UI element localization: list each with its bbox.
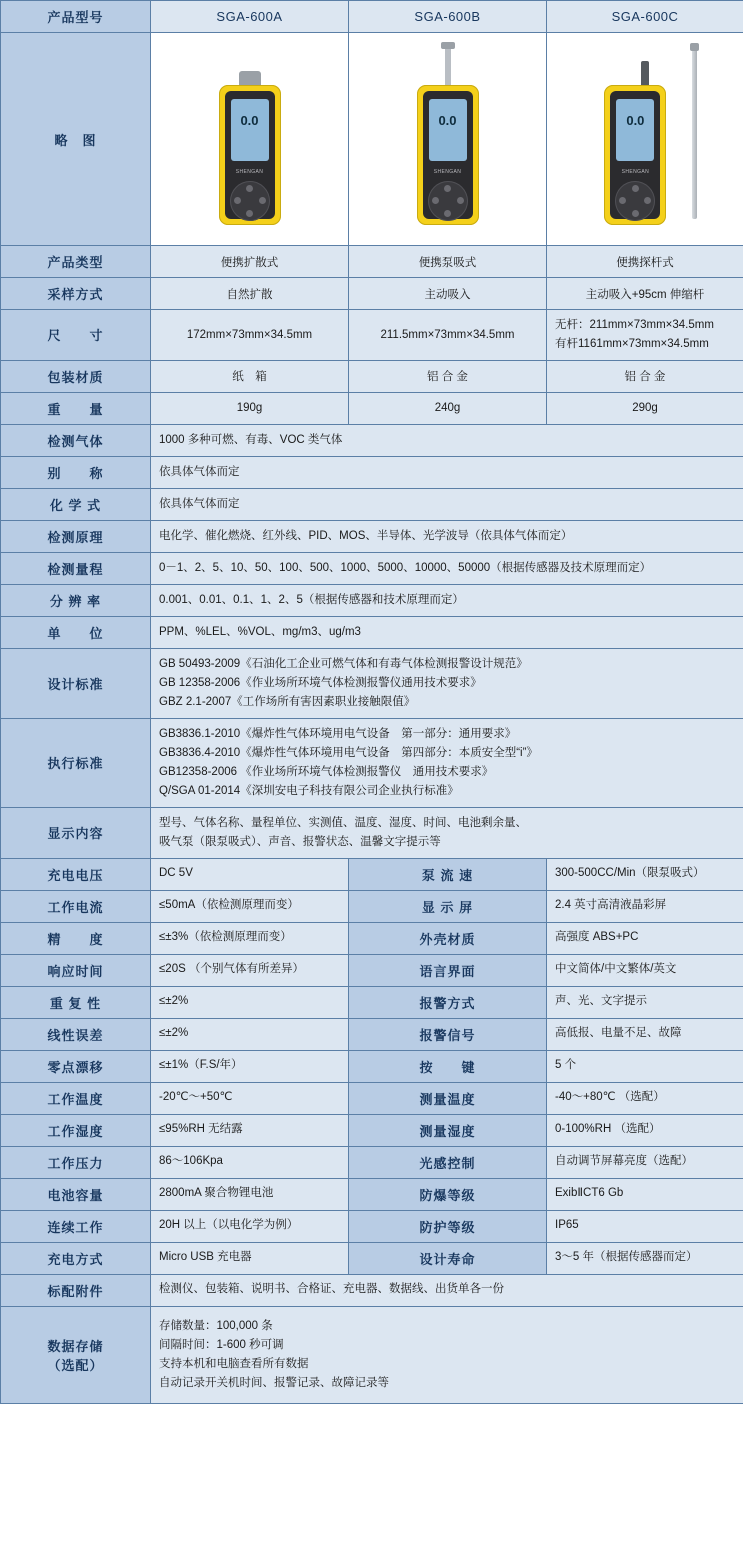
data-storage-value [151,1306,743,1403]
screen-reading: 0.0 [438,112,457,128]
table-row [1,246,743,278]
range-value [151,552,743,584]
weight-b: 240g [349,392,547,424]
alarm-mode-value: 声、光、文字提示 [547,986,743,1018]
package-a: 纸 箱 [151,360,349,392]
row-label-battery-capacity: 电池容量 [1,1178,151,1210]
zero-drift-value: ≤±1%（F.S/年） [151,1050,349,1082]
model-a: SGA-600A [151,1,349,33]
row-label-dimension: 尺 寸 [1,310,151,361]
row-label-design-life: 设计寿命 [349,1242,547,1274]
row-label-resolution: 分 辨 率 [1,584,151,616]
row-label-working-current: 工作电流 [1,890,151,922]
row-label-principle: 检测原理 [1,520,151,552]
row-label-light-control: 光感控制 [349,1146,547,1178]
keypad-icon [230,181,270,221]
device-screen [231,99,269,161]
table-row [1,1114,743,1146]
table-row [1,456,743,488]
probe-nozzle-icon [641,61,649,87]
row-label-alarm-signal: 报警信号 [349,1018,547,1050]
text-line: 依具体气体而定 [159,465,240,478]
product-type-b: 便携泵吸式 [349,246,547,278]
table-row [1,392,743,424]
table-row [1,1178,743,1210]
row-label-design-standard: 设计标准 [1,648,151,718]
diffusion-detector-image [151,33,349,246]
table-row [1,1306,743,1403]
device-screen [429,99,467,161]
alarm-signal-value: 高低报、电量不足、故障 [547,1018,743,1050]
language-value: 中文简体/中文繁体/英文 [547,954,743,986]
device-body [219,85,281,225]
row-label-charge-voltage: 充电电压 [1,858,151,890]
model-c: SGA-600C [547,1,743,33]
table-row [1,1210,743,1242]
row-label-protection-grade: 防护等级 [349,1210,547,1242]
text-line: GB3836.1-2010《爆炸性气体环境用电气设备 第一部分：通用要求》 [159,727,517,740]
row-label-working-temp: 工作温度 [1,1082,151,1114]
row-label-weight: 重 量 [1,392,151,424]
row-label-working-pressure: 工作压力 [1,1146,151,1178]
text-line: （选配） [47,1357,104,1373]
battery-capacity-value: 2800mA 聚合物锂电池 [151,1178,349,1210]
text-line: 0－1、2、5、10、50、100、500、1000、5000、10000、50000（根据传感器及技术原理而定） [159,561,652,574]
weight-c: 290g [547,392,743,424]
charge-mode-value: Micro USB 充电器 [151,1242,349,1274]
table-row [1,1082,743,1114]
row-label-package: 包装材质 [1,360,151,392]
row-label-display-content: 显示内容 [1,807,151,858]
detect-gas-value [151,424,743,456]
text-line: 无杆：211mm×73mm×34.5mm [555,319,714,331]
dimension-c [547,310,743,361]
table-row [1,986,743,1018]
device-brand-text: SHENGAN [433,168,462,175]
text-line: GB3836.4-2010《爆炸性气体环境用电气设备 第四部分：本质安全型“i”》 [159,746,538,759]
row-label-formula: 化 学 式 [1,488,151,520]
continuous-work-value: 20H 以上（以电化学为例） [151,1210,349,1242]
row-label-response-time: 响应时间 [1,954,151,986]
principle-value [151,520,743,552]
row-label-exec-standard: 执行标准 [1,718,151,807]
weight-a: 190g [151,392,349,424]
row-label-working-humidity: 工作湿度 [1,1114,151,1146]
row-label-measure-temp: 测量温度 [349,1082,547,1114]
text-line: GB 12358-2006《作业场所环境气体检测报警仪通用技术要求》 [159,676,482,689]
table-row [1,616,743,648]
text-line: 有杆1161mm×73mm×34.5mm [555,337,709,350]
formula-value [151,488,743,520]
dimension-b: 211.5mm×73mm×34.5mm [349,310,547,361]
text-line: 电化学、催化燃烧、红外线、PID、MOS、半导体、光学波导（依具体气体而定） [159,529,573,542]
text-line: 支持本机和电脑查看所有数据 [159,1357,309,1370]
row-label-product-type: 产品类型 [1,246,151,278]
device-face [423,91,473,219]
product-type-a: 便携扩散式 [151,246,349,278]
text-line: 吸气泵（限泵吸式）、声音、报警状态、温馨文字提示等 [159,835,441,848]
row-label-alarm-mode: 报警方式 [349,986,547,1018]
sampling-a: 自然扩散 [151,278,349,310]
row-label-explosion-grade: 防爆等级 [349,1178,547,1210]
row-label-pump-flow: 泵 流 速 [349,858,547,890]
device-face [225,91,275,219]
keys-value: 5 个 [547,1050,743,1082]
alias-value [151,456,743,488]
charge-voltage-value: DC 5V [151,858,349,890]
table-row [1,1018,743,1050]
text-line: GB 50493-2009《石油化工企业可燃气体和有毒气体检测报警设计规范》 [159,657,528,670]
device-illustration-b [388,43,508,233]
row-label-zero-drift: 零点漂移 [1,1050,151,1082]
screen-reading: 0.0 [240,112,259,128]
explosion-grade-value: ExibⅡCT6 Gb [547,1178,743,1210]
light-control-value: 自动调节屏幕亮度（选配） [547,1146,743,1178]
accuracy-value: ≤±3%（依检测原理而变） [151,922,349,954]
text-line: PPM、%LEL、%VOL、mg/m3、ug/m3 [159,625,361,638]
repeatability-value: ≤±2% [151,986,349,1018]
design-standard-value [151,648,743,718]
table-row [1,1050,743,1082]
row-label-unit: 单 位 [1,616,151,648]
row-label-alias: 别 称 [1,456,151,488]
text-line: 0.001、0.01、0.1、1、2、5（根据传感器和技术原理而定） [159,593,464,606]
pump-detector-image [349,33,547,246]
table-row [1,488,743,520]
table-row [1,954,743,986]
row-label-accuracy: 精 度 [1,922,151,954]
device-illustration-c [585,43,705,233]
table-row [1,424,743,456]
table-row [1,1274,743,1306]
pump-flow-value: 300-500CC/Min（限泵吸式） [547,858,743,890]
telescopic-probe-icon [692,47,697,219]
text-line: 自动记录开关机时间、报警记录、故障记录等 [159,1376,389,1389]
sampling-b: 主动吸入 [349,278,547,310]
pump-nozzle-icon [445,47,451,87]
table-row [1,520,743,552]
design-life-value: 3～5 年（根据传感器而定） [547,1242,743,1274]
working-current-value: ≤50mA（依检测原理而变） [151,890,349,922]
package-b: 铝 合 金 [349,360,547,392]
device-body [417,85,479,225]
model-b: SGA-600B [349,1,547,33]
display-content-value [151,807,743,858]
working-temp-value: -20℃～+50℃ [151,1082,349,1114]
table-row [1,718,743,807]
unit-value [151,616,743,648]
keypad-icon [428,181,468,221]
row-label-linear-error: 线性误差 [1,1018,151,1050]
row-label-measure-humidity: 测量湿度 [349,1114,547,1146]
text-line: GB12358-2006 《作业场所环境气体检测报警仪 通用技术要求》 [159,765,494,778]
response-time-value: ≤20S （个别气体有所差异） [151,954,349,986]
table-row [1,807,743,858]
row-label-accessories: 标配附件 [1,1274,151,1306]
table-row [1,890,743,922]
text-line: 检测仪、包装箱、说明书、合格证、充电器、数据线、出货单各一份 [159,1283,504,1296]
measure-humidity-value: 0-100%RH （选配） [547,1114,743,1146]
linear-error-value: ≤±2% [151,1018,349,1050]
table-row [1,33,743,246]
device-body [604,85,666,225]
table-row [1,310,743,361]
keypad-icon [615,181,655,221]
table-row [1,584,743,616]
sampling-c: 主动吸入+95cm 伸缩杆 [547,278,743,310]
table-row [1,648,743,718]
dimension-a: 172mm×73mm×34.5mm [151,310,349,361]
measure-temp-value: -40～+80℃ （选配） [547,1082,743,1114]
row-label-language: 语言界面 [349,954,547,986]
text-line: 间隔时间：1-600 秒可调 [159,1338,284,1351]
device-brand-text: SHENGAN [621,168,650,175]
resolution-value [151,584,743,616]
display-screen-value: 2.4 英寸高清液晶彩屏 [547,890,743,922]
table-row [1,1,743,33]
row-label-model: 产品型号 [1,1,151,33]
device-face [610,91,660,219]
text-line: 1000 多种可燃、有毒、VOC 类气体 [159,433,343,446]
accessories-value [151,1274,743,1306]
device-brand-text: SHENGAN [235,168,264,175]
row-label-keys: 按 键 [349,1050,547,1082]
package-c: 铝 合 金 [547,360,743,392]
shell-material-value: 高强度 ABS+PC [547,922,743,954]
row-label-detect-gas: 检测气体 [1,424,151,456]
table-row [1,552,743,584]
device-screen [616,99,654,161]
table-row [1,922,743,954]
row-label-continuous-work: 连续工作 [1,1210,151,1242]
table-row [1,360,743,392]
working-humidity-value: ≤95%RH 无结露 [151,1114,349,1146]
text-line: Q/SGA 01-2014《深圳安电子科技有限公司企业执行标准》 [159,784,459,797]
text-line: 数据存储 [47,1338,104,1354]
spec-table-body [1,1,743,1404]
table-row [1,858,743,890]
text-line: 依具体气体而定 [159,497,240,510]
exec-standard-value [151,718,743,807]
working-pressure-value: 86～106Kpa [151,1146,349,1178]
text-line: 存储数量：100,000 条 [159,1319,273,1332]
row-label-repeatability: 重 复 性 [1,986,151,1018]
device-illustration-a [190,43,310,233]
row-label-diagram: 略 图 [1,33,151,246]
row-label-shell-material: 外壳材质 [349,922,547,954]
row-label-range: 检测量程 [1,552,151,584]
probe-detector-image [547,33,743,246]
product-type-c: 便携探杆式 [547,246,743,278]
row-label-sampling: 采样方式 [1,278,151,310]
table-row [1,1242,743,1274]
row-label-data-storage [1,1306,151,1403]
screen-reading: 0.0 [626,112,645,128]
text-line: 型号、气体名称、量程单位、实测值、温度、湿度、时间、电池剩余量、 [159,816,527,829]
row-label-charge-mode: 充电方式 [1,1242,151,1274]
row-label-display-screen: 显 示 屏 [349,890,547,922]
protection-grade-value: IP65 [547,1210,743,1242]
text-line: GBZ 2.1-2007《工作场所有害因素职业接触限值》 [159,695,416,708]
table-row [1,278,743,310]
table-row [1,1146,743,1178]
